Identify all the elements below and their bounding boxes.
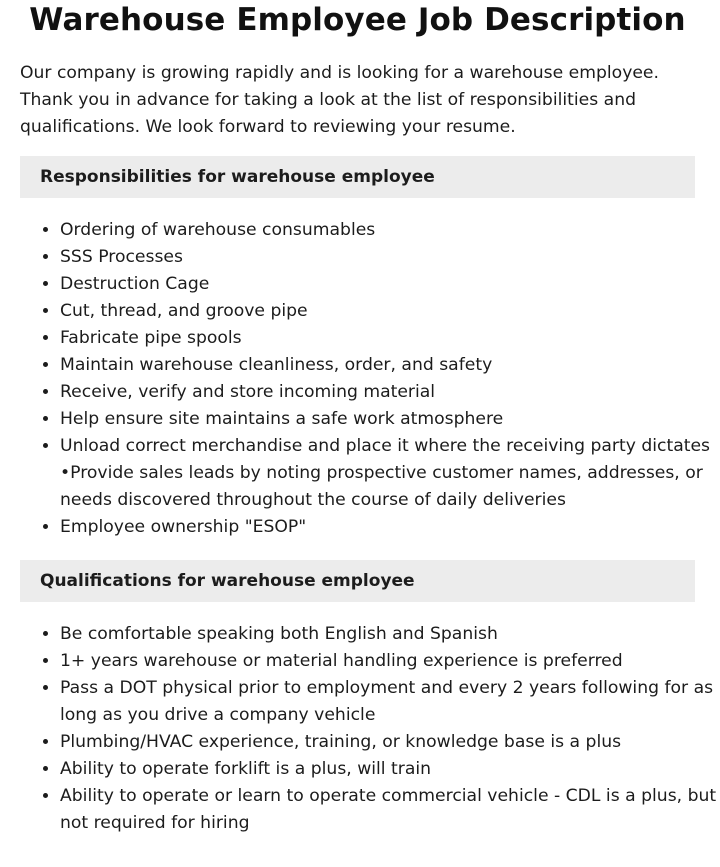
responsibility-item: • Ordering of warehouse consumables bbox=[60, 217, 720, 244]
responsibility-item: • Unload correct merchandise and place it where the receiving party dictates •Provide sales leads by noting prospective customer names, addresses, or needs discovered throughout the course of daily deliveries bbox=[60, 433, 720, 514]
qualification-item: • Pass a DOT physical prior to employment and every 2 years following for as long as you drive a company vehicle bbox=[60, 675, 720, 729]
qualifications-list bbox=[20, 621, 720, 837]
qualifications-heading: Qualifications for warehouse employee bbox=[20, 560, 695, 602]
responsibility-item: • Maintain warehouse cleanliness, order, and safety bbox=[60, 352, 720, 379]
qualification-item: • Ability to operate or learn to operate commercial vehicle - CDL is a plus, but not required for hiring bbox=[60, 783, 720, 837]
responsibilities-heading: Responsibilities for warehouse employee bbox=[20, 156, 695, 198]
responsibility-item: • SSS Processes bbox=[60, 244, 720, 271]
responsibility-item: • Help ensure site maintains a safe work atmosphere bbox=[60, 406, 720, 433]
qualification-item: • Ability to operate forklift is a plus, will train bbox=[60, 756, 720, 783]
responsibility-item: • Destruction Cage bbox=[60, 271, 720, 298]
qualification-item: • 1+ years warehouse or material handling experience is preferred bbox=[60, 648, 720, 675]
responsibility-item: • Employee ownership "ESOP" bbox=[60, 514, 720, 541]
responsibility-item: • Cut, thread, and groove pipe bbox=[60, 298, 720, 325]
qualification-item: • Be comfortable speaking both English and Spanish bbox=[60, 621, 720, 648]
intro-paragraph: Our company is growing rapidly and is looking for a warehouse employee. Thank you in advance for taking a look at the list of responsibilities and qualifications. We look forward to reviewing your resume. bbox=[20, 63, 659, 137]
page-title: Warehouse Employee Job Description bbox=[29, 2, 686, 38]
responsibilities-list bbox=[20, 217, 720, 541]
responsibility-item: • Receive, verify and store incoming material bbox=[60, 379, 720, 406]
qualification-item: • Plumbing/HVAC experience, training, or knowledge base is a plus bbox=[60, 729, 720, 756]
responsibility-item: • Fabricate pipe spools bbox=[60, 325, 720, 352]
